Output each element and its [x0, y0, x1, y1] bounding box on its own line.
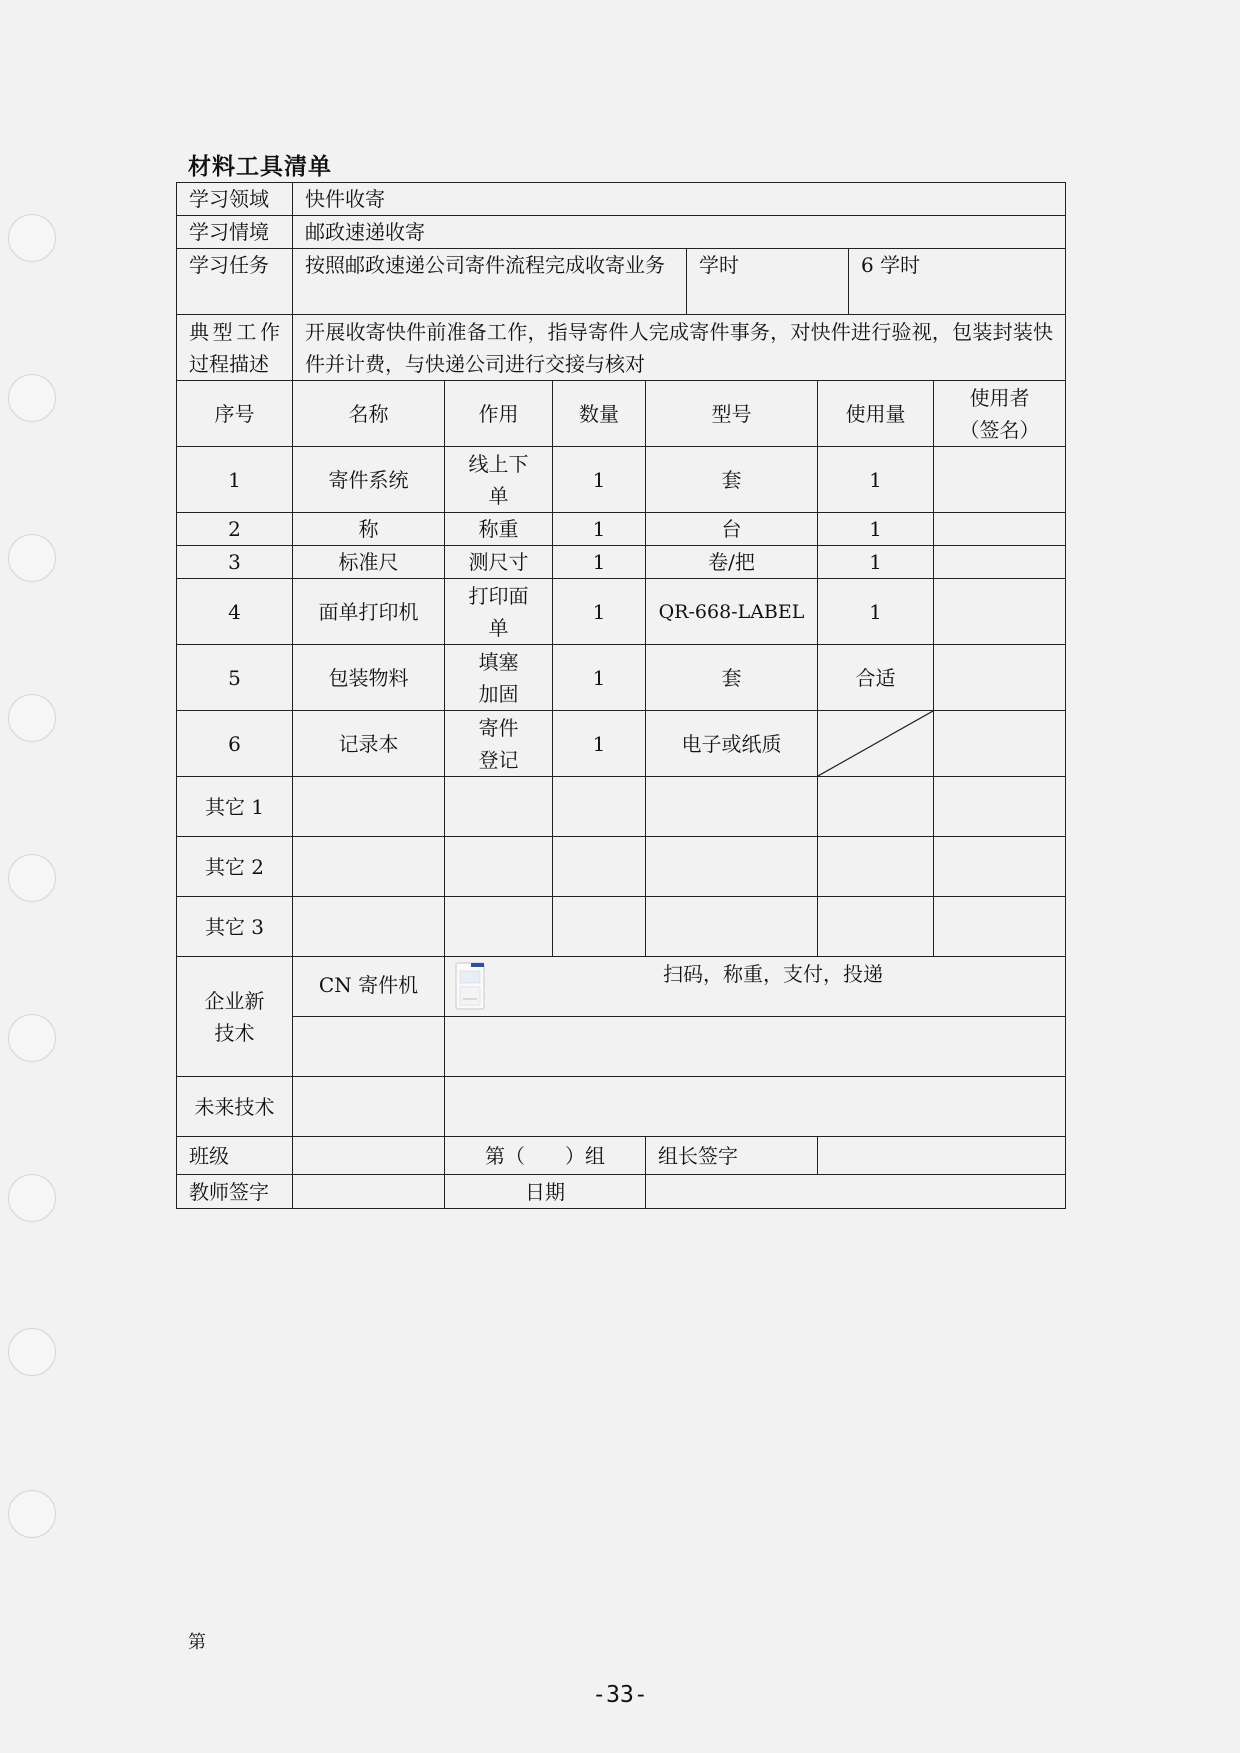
enterprise-item-desc: 扫码，称重，支付，投递 — [663, 962, 884, 986]
blank-cell[interactable] — [934, 777, 1066, 837]
future-row — [177, 1077, 1066, 1137]
col-header-no: 序号 — [177, 381, 293, 447]
date-label: 日期 — [445, 1175, 646, 1209]
blank-cell[interactable] — [445, 837, 553, 897]
enterprise-row-blank — [177, 1017, 1066, 1077]
binder-hole — [8, 1328, 56, 1376]
info-row-process — [177, 315, 1066, 381]
row-qty: 1 — [553, 447, 646, 513]
col-header-model: 型号 — [646, 381, 818, 447]
process-value: 开展收寄快件前准备工作，指导寄件人完成寄件事务，对快件进行验视，包装封装快件并计费，与快递公司进行交接与核对 — [293, 315, 1066, 381]
other-row — [177, 897, 1066, 957]
process-label: 典型工作过程描述 — [177, 315, 293, 381]
row-amount: 1 — [818, 513, 934, 546]
kiosk-machine-icon — [453, 961, 487, 1011]
binder-hole — [8, 1490, 56, 1538]
row-model: 套 — [646, 447, 818, 513]
row-model: 电子或纸质 — [646, 711, 818, 777]
other-label: 其它 3 — [177, 897, 293, 957]
page-number: -33- — [592, 1682, 648, 1708]
row-qty: 1 — [553, 711, 646, 777]
row-user-signature[interactable] — [934, 579, 1066, 645]
header-row — [177, 381, 1066, 447]
row-no: 6 — [177, 711, 293, 777]
info-row-situation — [177, 216, 1066, 249]
row-use: 寄件登记 — [445, 711, 553, 777]
hours-value: 6 学时 — [849, 249, 1066, 315]
table-row — [177, 711, 1066, 777]
blank-cell[interactable] — [646, 777, 818, 837]
teacher-row — [177, 1175, 1066, 1209]
field-label: 学习领域 — [177, 183, 293, 216]
blank-cell[interactable] — [553, 837, 646, 897]
blank-cell[interactable] — [293, 1017, 445, 1077]
blank-cell[interactable] — [293, 897, 445, 957]
row-qty: 1 — [553, 579, 646, 645]
row-name: 包装物料 — [293, 645, 445, 711]
row-amount: 1 — [818, 447, 934, 513]
situation-value: 邮政速递收寄 — [293, 216, 1066, 249]
blank-cell[interactable] — [445, 897, 553, 957]
table-row — [177, 645, 1066, 711]
col-header-use: 作用 — [445, 381, 553, 447]
table-row — [177, 579, 1066, 645]
row-user-signature[interactable] — [934, 546, 1066, 579]
row-user-signature[interactable] — [934, 447, 1066, 513]
row-name: 标准尺 — [293, 546, 445, 579]
binder-hole — [8, 1174, 56, 1222]
row-amount: 合适 — [818, 645, 934, 711]
leader-label: 组长签字 — [646, 1137, 818, 1175]
enterprise-row — [177, 957, 1066, 1017]
row-name: 称 — [293, 513, 445, 546]
teacher-signature[interactable] — [293, 1175, 445, 1209]
row-use: 填塞加固 — [445, 645, 553, 711]
col-header-amount: 使用量 — [818, 381, 934, 447]
row-no: 2 — [177, 513, 293, 546]
row-user-signature[interactable] — [934, 513, 1066, 546]
hours-label: 学时 — [687, 249, 849, 315]
binder-hole — [8, 694, 56, 742]
row-no: 4 — [177, 579, 293, 645]
blank-cell[interactable] — [818, 777, 934, 837]
row-use: 打印面单 — [445, 579, 553, 645]
col-header-qty: 数量 — [553, 381, 646, 447]
table-row — [177, 513, 1066, 546]
blank-cell[interactable] — [293, 777, 445, 837]
other-label: 其它 2 — [177, 837, 293, 897]
blank-cell[interactable] — [445, 777, 553, 837]
other-row — [177, 837, 1066, 897]
leader-signature[interactable] — [818, 1137, 1066, 1175]
col-header-user: 使用者（签名） — [934, 381, 1066, 447]
binder-hole — [8, 534, 56, 582]
class-value[interactable] — [293, 1137, 445, 1175]
situation-label: 学习情境 — [177, 216, 293, 249]
other-row — [177, 777, 1066, 837]
row-no: 3 — [177, 546, 293, 579]
row-name: 面单打印机 — [293, 579, 445, 645]
blank-cell[interactable] — [293, 1077, 445, 1137]
enterprise-item-desc-cell — [445, 957, 1066, 1017]
row-amount: 1 — [818, 546, 934, 579]
blank-cell[interactable] — [445, 1077, 1066, 1137]
row-model: QR-668-LABEL — [646, 579, 818, 645]
info-row-task — [177, 249, 1066, 315]
blank-cell[interactable] — [553, 897, 646, 957]
table-row — [177, 447, 1066, 513]
row-model: 台 — [646, 513, 818, 546]
row-qty: 1 — [553, 546, 646, 579]
row-name: 记录本 — [293, 711, 445, 777]
teacher-label: 教师签字 — [177, 1175, 293, 1209]
binder-hole — [8, 374, 56, 422]
task-label: 学习任务 — [177, 249, 293, 315]
enterprise-label: 企业新技术 — [177, 957, 293, 1077]
footer-left-text: 第 — [188, 1632, 206, 1653]
row-user-signature[interactable] — [934, 711, 1066, 777]
blank-cell[interactable] — [818, 897, 934, 957]
future-label: 未来技术 — [177, 1077, 293, 1137]
binder-hole — [8, 214, 56, 262]
row-amount: 1 — [818, 579, 934, 645]
row-model: 套 — [646, 645, 818, 711]
row-use: 称重 — [445, 513, 553, 546]
class-row — [177, 1137, 1066, 1175]
enterprise-item-name: CN 寄件机 — [293, 957, 445, 1017]
date-value[interactable] — [646, 1175, 1066, 1209]
materials-table — [176, 182, 1066, 1209]
row-model: 卷/把 — [646, 546, 818, 579]
table-row — [177, 546, 1066, 579]
page-title: 材料工具清单 — [188, 154, 332, 180]
blank-cell[interactable] — [445, 1017, 1066, 1077]
binder-hole — [8, 854, 56, 902]
blank-cell[interactable] — [293, 837, 445, 897]
row-no: 1 — [177, 447, 293, 513]
blank-cell[interactable] — [934, 837, 1066, 897]
group-label: 第（ ）组 — [445, 1137, 646, 1175]
blank-cell[interactable] — [818, 837, 934, 897]
row-use: 线上下单 — [445, 447, 553, 513]
field-value: 快件收寄 — [293, 183, 1066, 216]
class-label: 班级 — [177, 1137, 293, 1175]
blank-cell[interactable] — [646, 897, 818, 957]
blank-cell[interactable] — [934, 897, 1066, 957]
row-user-signature[interactable] — [934, 645, 1066, 711]
row-use: 测尺寸 — [445, 546, 553, 579]
row-amount-not-applicable — [818, 711, 934, 777]
row-no: 5 — [177, 645, 293, 711]
info-row-field — [177, 183, 1066, 216]
blank-cell[interactable] — [646, 837, 818, 897]
col-header-name: 名称 — [293, 381, 445, 447]
diagonal-strike — [818, 711, 933, 776]
blank-cell[interactable] — [553, 777, 646, 837]
row-name: 寄件系统 — [293, 447, 445, 513]
other-label: 其它 1 — [177, 777, 293, 837]
row-qty: 1 — [553, 513, 646, 546]
binder-hole — [8, 1014, 56, 1062]
row-qty: 1 — [553, 645, 646, 711]
task-value: 按照邮政速递公司寄件流程完成收寄业务 — [293, 249, 687, 315]
